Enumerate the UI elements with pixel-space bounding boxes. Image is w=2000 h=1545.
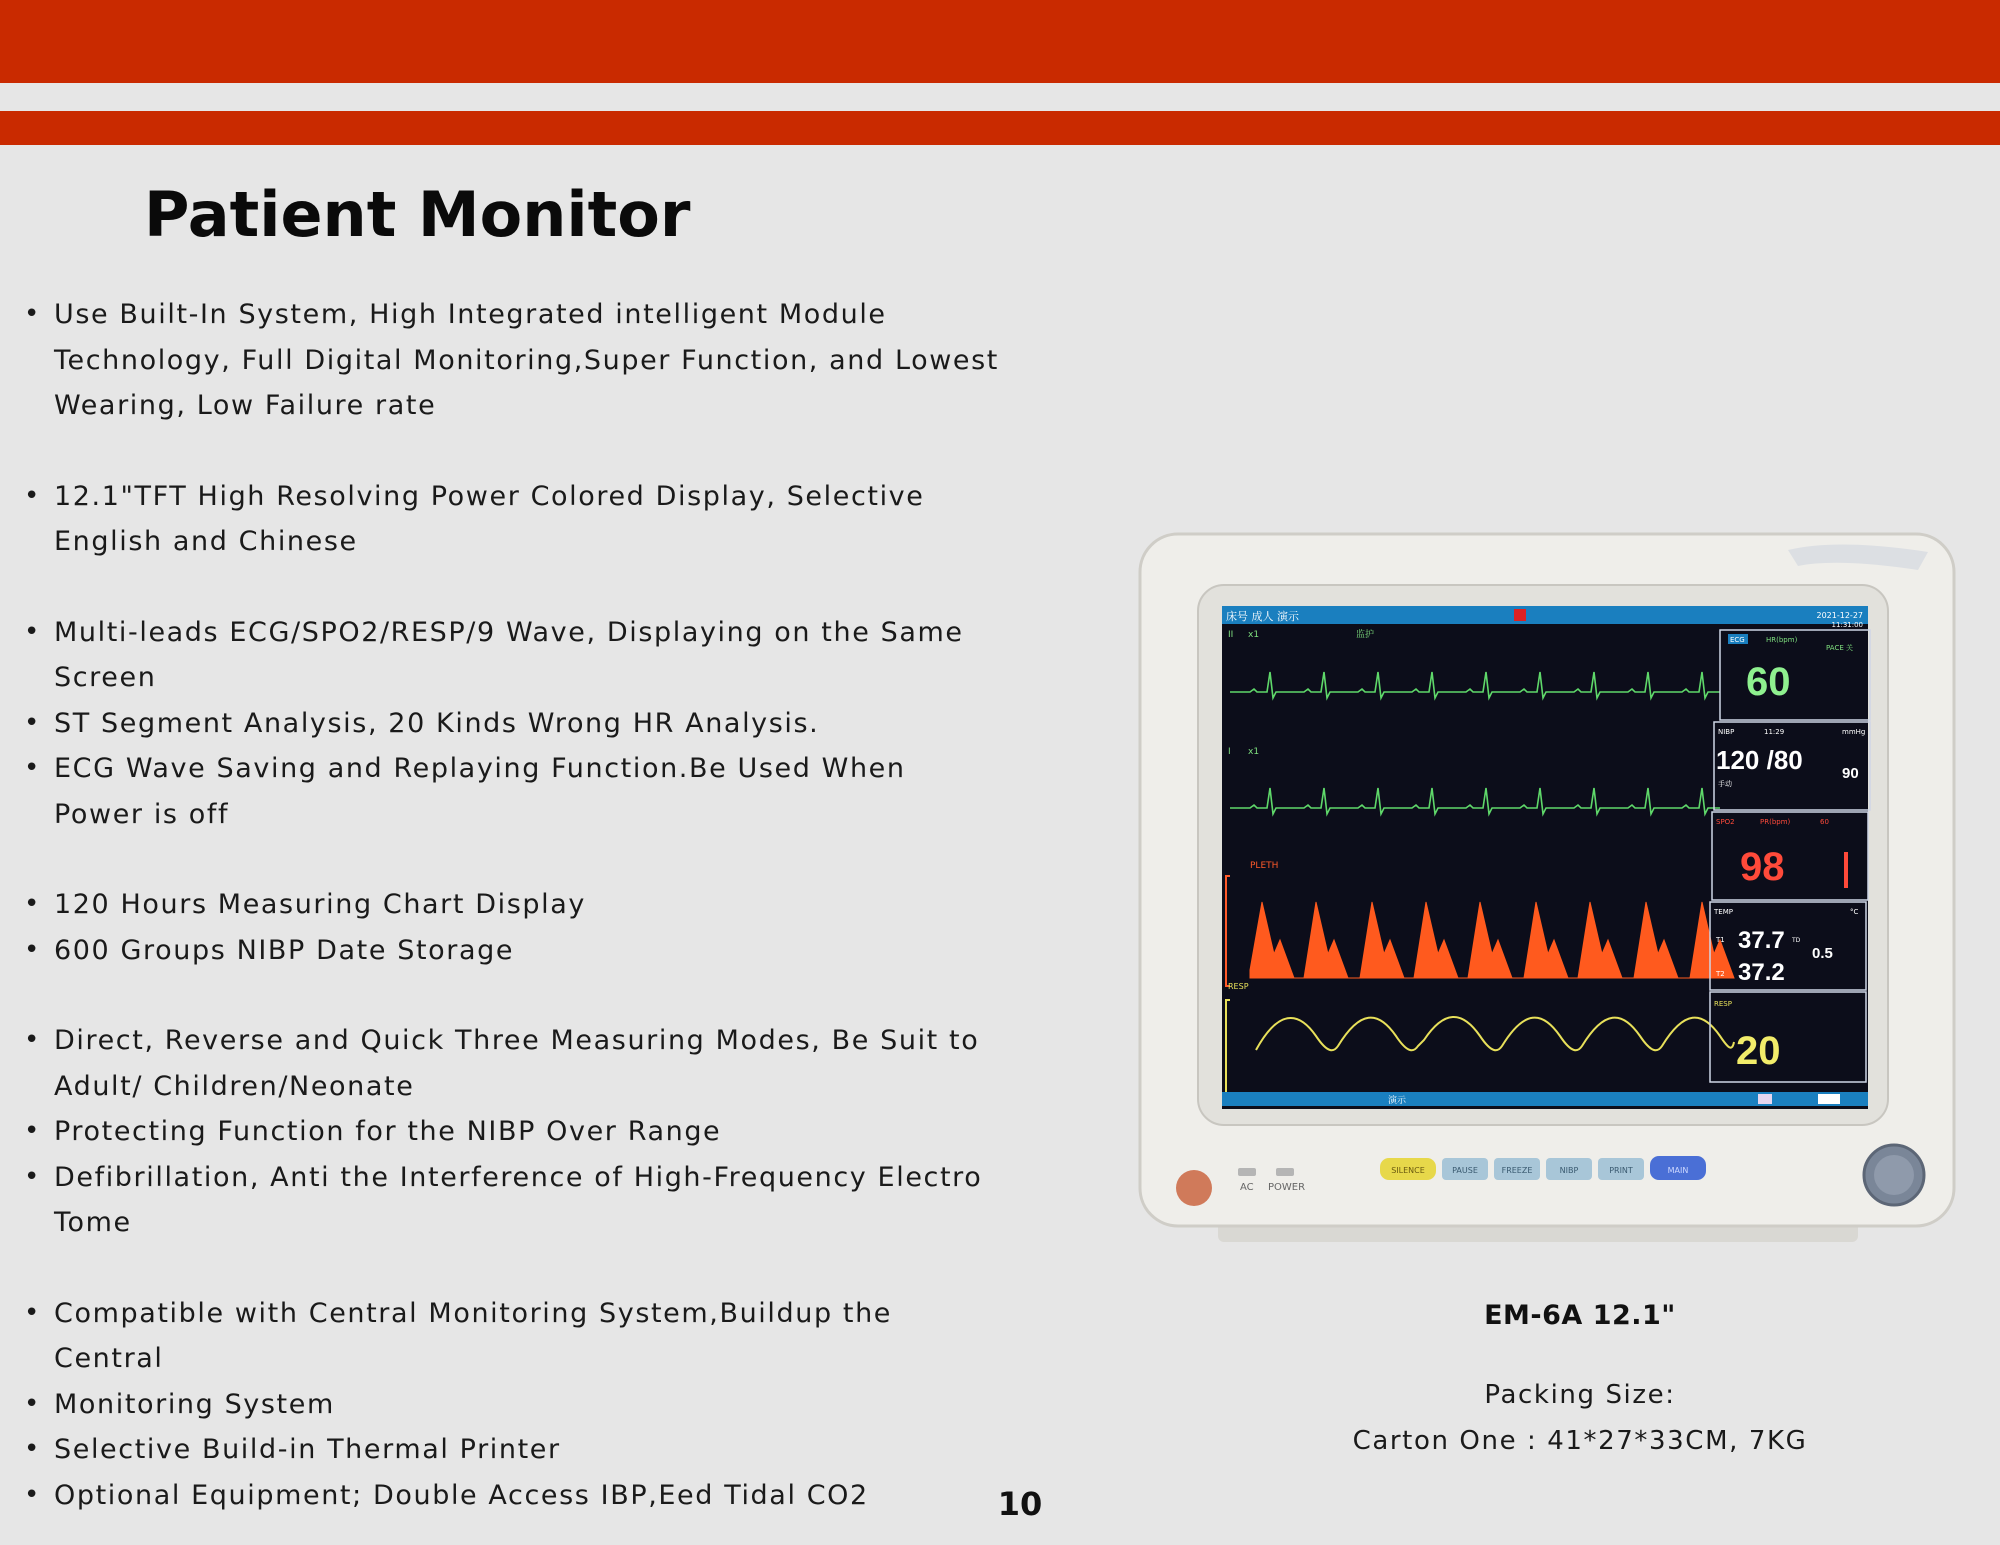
ac-label: AC [1240, 1182, 1254, 1193]
header-band-second [0, 111, 2000, 145]
screen-top-bar [1222, 606, 1868, 624]
pace-label: PACE 关 [1826, 644, 1853, 652]
battery-icon [1758, 1094, 1772, 1104]
feature-item: • Selective Build-in Thermal Printer [24, 1427, 1004, 1473]
spo2-value: 98 [1740, 845, 1785, 889]
feature-item: • 600 Groups NIBP Date Storage [24, 928, 1004, 974]
nibp-unit: mmHg [1842, 728, 1866, 736]
temp-label: TEMP [1714, 908, 1733, 916]
feature-item: • Compatible with Central Monitoring System,Buildup the Central [24, 1291, 1004, 1382]
nibp-button-label: NIBP [1559, 1166, 1579, 1175]
pause-label: PAUSE [1452, 1166, 1478, 1175]
packing-label: Packing Size: [1484, 1380, 1676, 1410]
feature-item: • Defibrillation, Anti the Interference of High-Frequency Electro Tome [24, 1155, 1004, 1246]
bottom-bar-text: 演示 [1388, 1096, 1407, 1106]
page-number: 10 [997, 1485, 1043, 1523]
page-title: Patient Monitor [144, 178, 691, 251]
ecg-mode-1: 监护 [1356, 630, 1375, 640]
feature-item: • 120 Hours Measuring Chart Display [24, 882, 1004, 928]
nibp-mode: 手动 [1718, 780, 1732, 788]
nibp-time: 11:29 [1764, 728, 1785, 736]
power-led [1276, 1168, 1294, 1176]
resp-wave-label: RESP [1228, 982, 1249, 991]
spo2-label: SPO2 [1716, 818, 1735, 826]
power-label: POWER [1268, 1182, 1306, 1193]
main-label: MAIN [1667, 1166, 1689, 1175]
alarm-icon [1514, 609, 1526, 621]
product-model: EM-6A 12.1" [1484, 1300, 1676, 1331]
td-label: TD [1792, 937, 1801, 944]
print-label: PRINT [1609, 1166, 1633, 1175]
ecg-box-label: ECG [1730, 636, 1745, 644]
ecg-gain-2: x1 [1248, 747, 1260, 757]
pleth-label: PLETH [1250, 861, 1279, 871]
packing-value: Carton One : 41*27*33CM, 7KG [1352, 1426, 1808, 1456]
ecg-lead-1: II [1228, 630, 1234, 640]
top-bar-time: 11:31:00 [1831, 621, 1863, 629]
pr-label: PR(bpm) [1760, 818, 1791, 826]
feature-item: • 12.1"TFT High Resolving Power Colored Display, Selective English and Chinese [24, 474, 1004, 565]
t2-value: 37.2 [1738, 959, 1785, 986]
t1-value: 37.7 [1738, 927, 1785, 954]
ecg-lead-2: I [1228, 747, 1231, 757]
ac-led [1238, 1168, 1256, 1176]
feature-item: • Direct, Reverse and Quick Three Measuring Modes, Be Suit to Adult/ Children/Neonate [24, 1018, 1004, 1109]
power-button[interactable] [1176, 1170, 1212, 1206]
feature-item: • Monitoring System [24, 1382, 1004, 1428]
feature-item: • ST Segment Analysis, 20 Kinds Wrong HR Analysis. [24, 701, 1004, 747]
ecg-gain-1: x1 [1248, 630, 1260, 640]
feature-item: • Optional Equipment; Double Access IBP,Eed Tidal CO2 [24, 1473, 1004, 1519]
spo2-bar [1844, 852, 1848, 888]
rotary-knob-cap [1874, 1155, 1914, 1195]
feature-item: • Use Built-In System, High Integrated intelligent Module Technology, Full Digital Monitoring,Super Function, and Lowest Wearing, Low Failure rate [24, 292, 1004, 429]
silence-label: SILENCE [1391, 1166, 1425, 1175]
temp-unit: °C [1850, 908, 1859, 916]
feature-item: • Protecting Function for the NIBP Over Range [24, 1109, 1004, 1155]
t1-label: T1 [1716, 936, 1725, 944]
patient-monitor-image [1138, 530, 1958, 1250]
hr-value: 60 [1746, 660, 1791, 704]
freeze-label: FREEZE [1501, 1166, 1533, 1175]
status-icon [1818, 1094, 1840, 1104]
feature-item: • ECG Wave Saving and Replaying Function.Be Used When Power is off [24, 746, 1004, 837]
pr-value: 60 [1820, 818, 1829, 826]
t2-label: T2 [1716, 970, 1725, 978]
feature-list [24, 292, 1004, 1518]
header-band-top [0, 0, 2000, 83]
nibp-mean: 90 [1842, 765, 1859, 782]
resp-value: 20 [1736, 1029, 1781, 1073]
hr-label: HR(bpm) [1766, 636, 1798, 644]
nibp-label: NIBP [1718, 728, 1735, 736]
top-bar-left: 床号 成人 演示 [1226, 610, 1299, 623]
top-bar-date: 2021-12-27 [1816, 611, 1863, 620]
resp-label: RESP [1714, 1000, 1732, 1008]
feature-item: • Multi-leads ECG/SPO2/RESP/9 Wave, Displaying on the Same Screen [24, 610, 1004, 701]
td-value: 0.5 [1812, 945, 1833, 962]
nibp-value: 120 /80 [1716, 745, 1803, 775]
